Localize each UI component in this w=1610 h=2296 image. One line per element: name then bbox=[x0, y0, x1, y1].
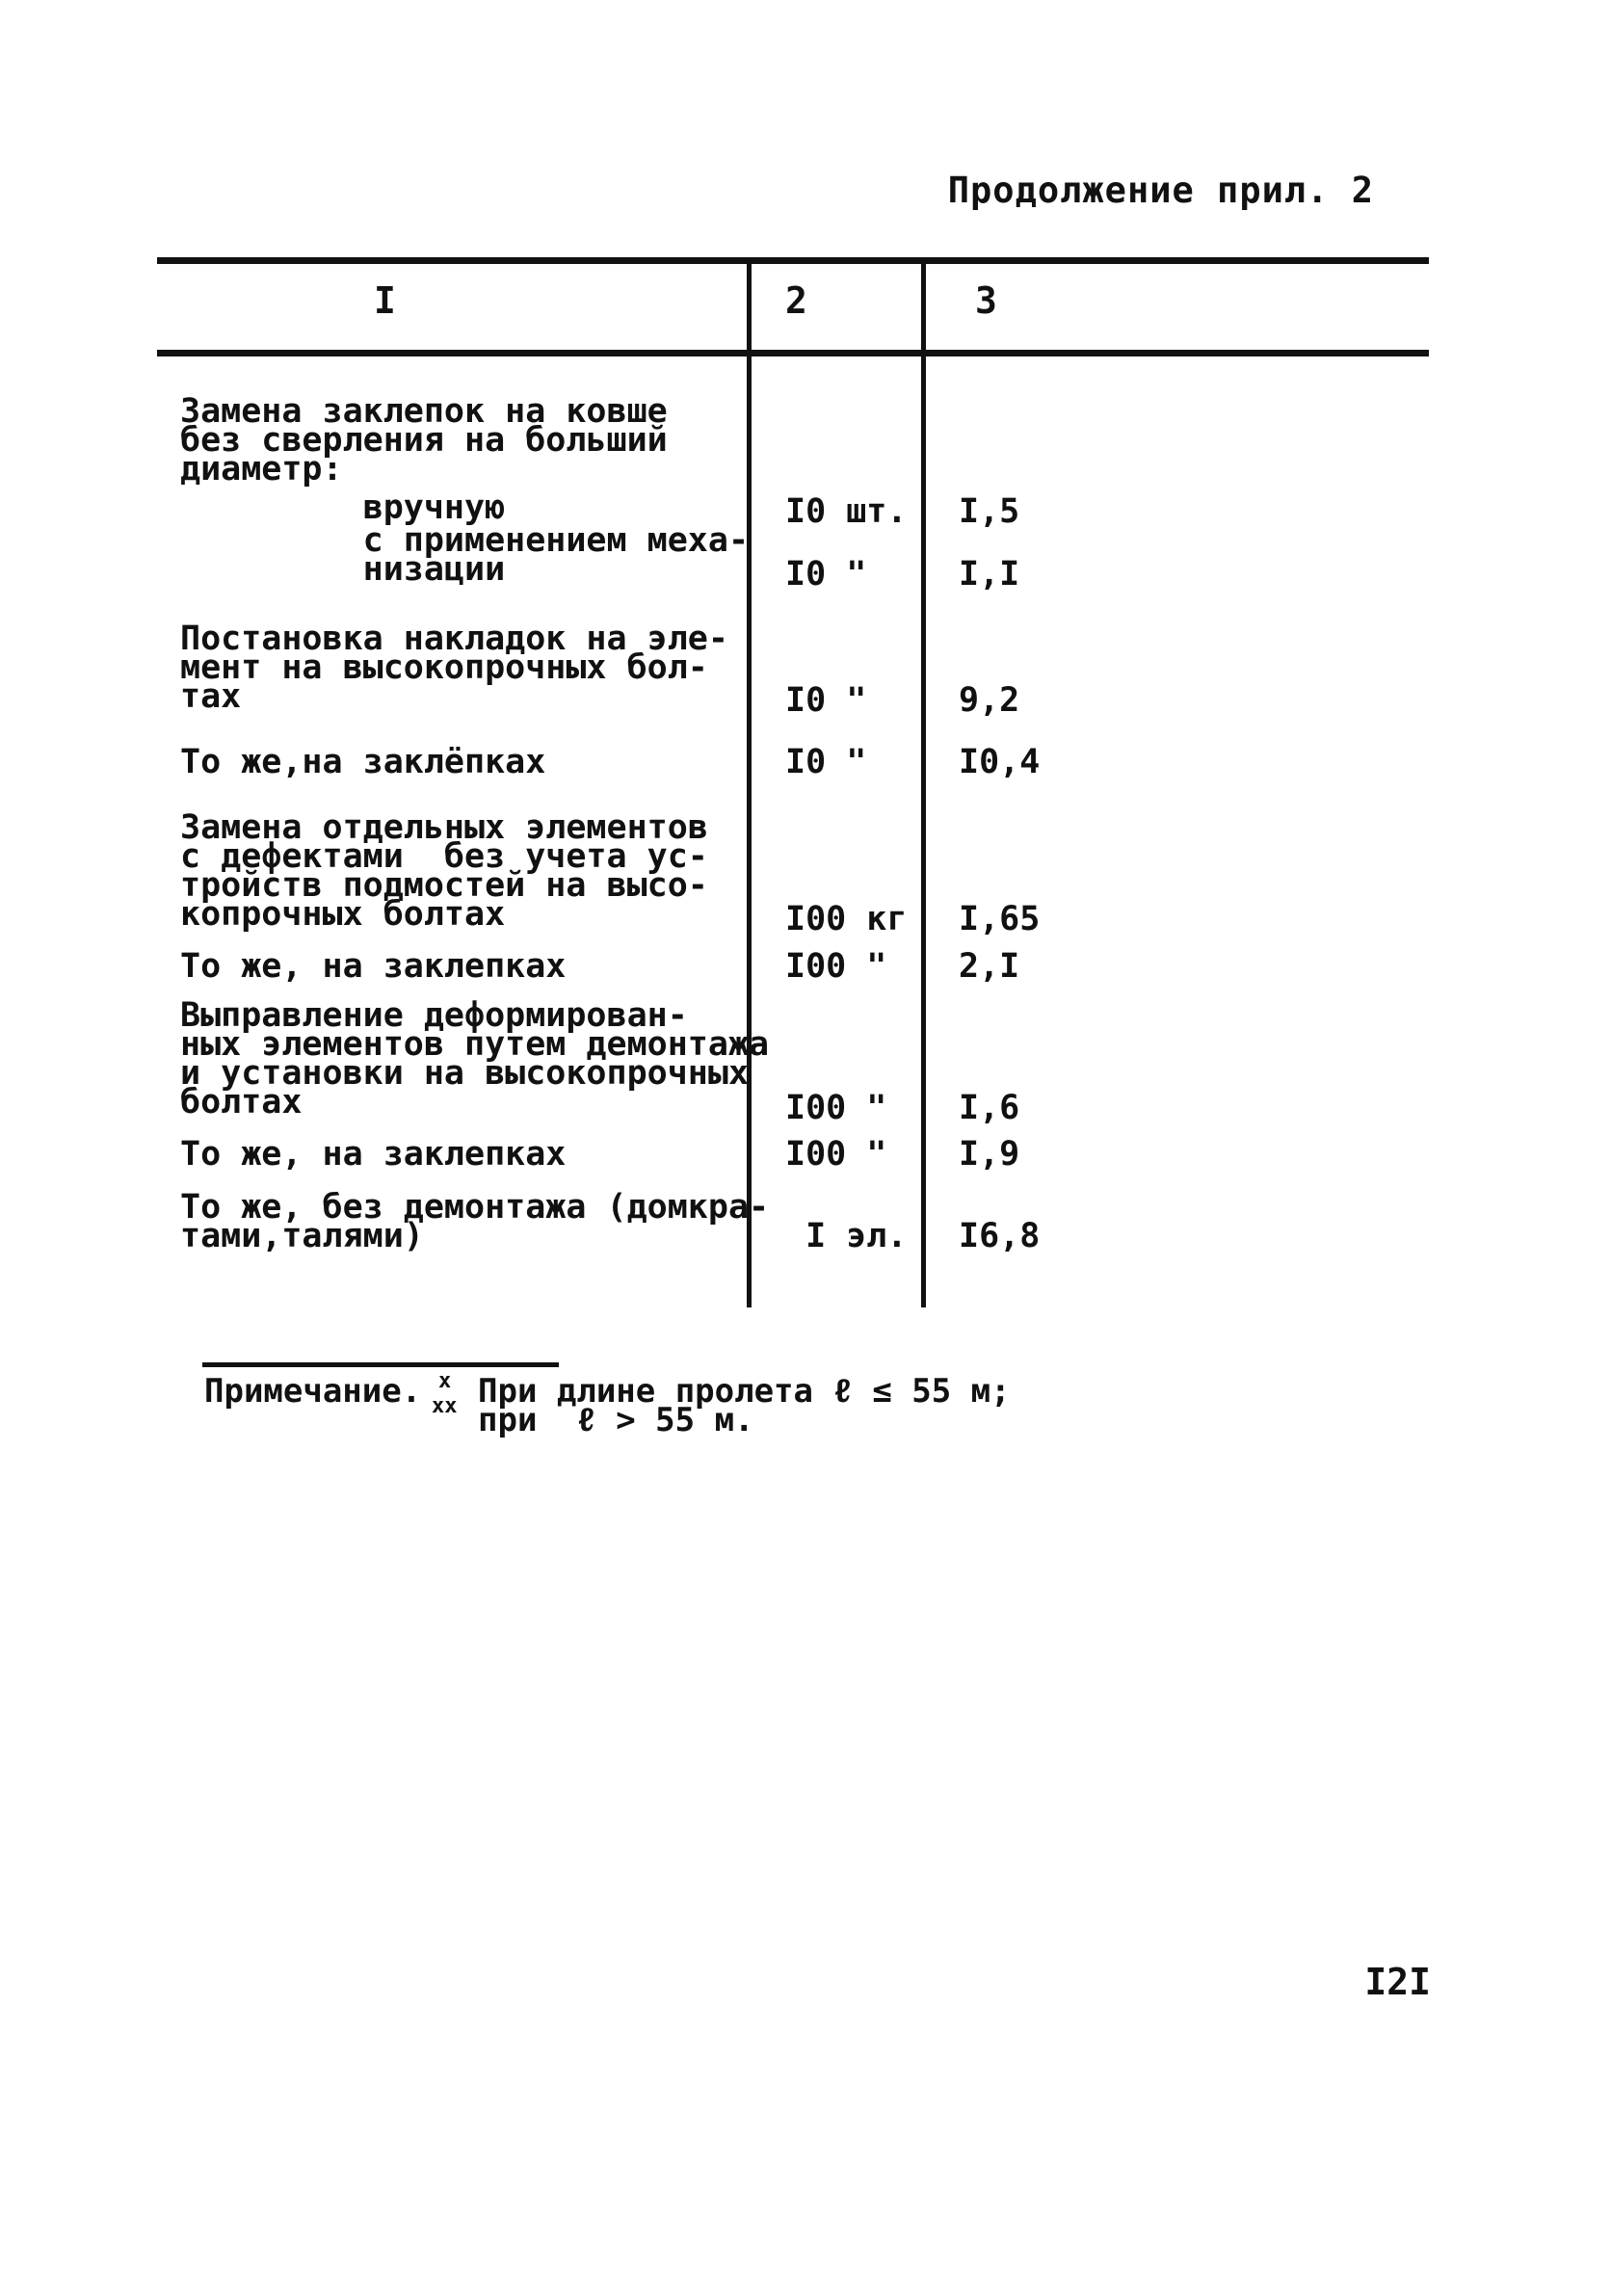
table-row-0-description: Замена заклепок на ковше без сверления на больший диаметр: bbox=[180, 392, 668, 488]
note-line-2: при ℓ > 55 м. bbox=[478, 1401, 754, 1439]
table-row-4-description: То же,на заклёпках bbox=[180, 743, 546, 781]
table-row-4-value: I0,4 bbox=[959, 743, 1041, 781]
note-line-1: При длине пролета ℓ ≤ 55 м; bbox=[478, 1372, 1011, 1411]
table-row-5-unit: I00 кг bbox=[785, 900, 908, 938]
table-row-3-unit: I0 " bbox=[785, 681, 867, 720]
table-row-9-description: То же, без демонтажа (домкра- тами,талями) bbox=[180, 1188, 770, 1255]
table-row-9-value: I6,8 bbox=[959, 1217, 1041, 1255]
table-row-4-unit: I0 " bbox=[785, 743, 867, 781]
table-row-3-value: 9,2 bbox=[959, 681, 1020, 720]
table-row-8-value: I,9 bbox=[959, 1135, 1020, 1174]
table-row-9-unit: I эл. bbox=[785, 1217, 908, 1255]
table-row-2-value: I,I bbox=[959, 555, 1020, 594]
table-row-1-value: I,5 bbox=[959, 492, 1020, 531]
table-row-8-unit: I00 " bbox=[785, 1135, 887, 1174]
table-row-7-value: I,6 bbox=[959, 1089, 1020, 1127]
appendix-continuation-heading: Продолжение прил. 2 bbox=[947, 170, 1374, 211]
note-mark-double: xx bbox=[432, 1394, 458, 1418]
table-row-5-description: Замена отдельных элементов с дефектами без учета ус- тройств подмостей на высо- копрочных болтах bbox=[180, 808, 708, 934]
note-mark-single: x bbox=[438, 1369, 452, 1393]
table-header-rule bbox=[157, 350, 1429, 356]
table-row-3-description: Постановка накладок на эле- мент на высокопрочных бол- тах bbox=[180, 620, 728, 716]
table-row-1-description: вручную bbox=[180, 488, 506, 527]
column-header-3: 3 bbox=[975, 279, 997, 322]
note-separator-rule bbox=[202, 1362, 559, 1367]
table-row-2-description: с применением меха- низации bbox=[362, 521, 750, 589]
table-row-1-unit: I0 шт. bbox=[785, 492, 908, 531]
column-header-2: 2 bbox=[785, 279, 807, 322]
table-row-7-description: Выправление деформирован- ных элементов путем демонтажа и установки на высокопрочных болтах bbox=[180, 996, 770, 1122]
table-row-5-value: I,65 bbox=[959, 900, 1041, 938]
column-divider-1 bbox=[747, 257, 752, 1307]
table-row-7-unit: I00 " bbox=[785, 1089, 887, 1127]
table-row-2-unit: I0 " bbox=[785, 555, 867, 594]
column-header-1: I bbox=[374, 279, 396, 322]
table-top-rule bbox=[157, 257, 1429, 264]
column-divider-2 bbox=[921, 257, 926, 1307]
table-row-6-description: То же, на заклепках bbox=[180, 947, 567, 986]
table-row-6-value: 2,I bbox=[959, 947, 1020, 986]
table-row-6-unit: I00 " bbox=[785, 947, 887, 986]
table-row-8-description: То же, на заклепках bbox=[180, 1135, 567, 1174]
page-number: I2I bbox=[1364, 1961, 1431, 2003]
note-label: Примечание. bbox=[204, 1372, 422, 1411]
